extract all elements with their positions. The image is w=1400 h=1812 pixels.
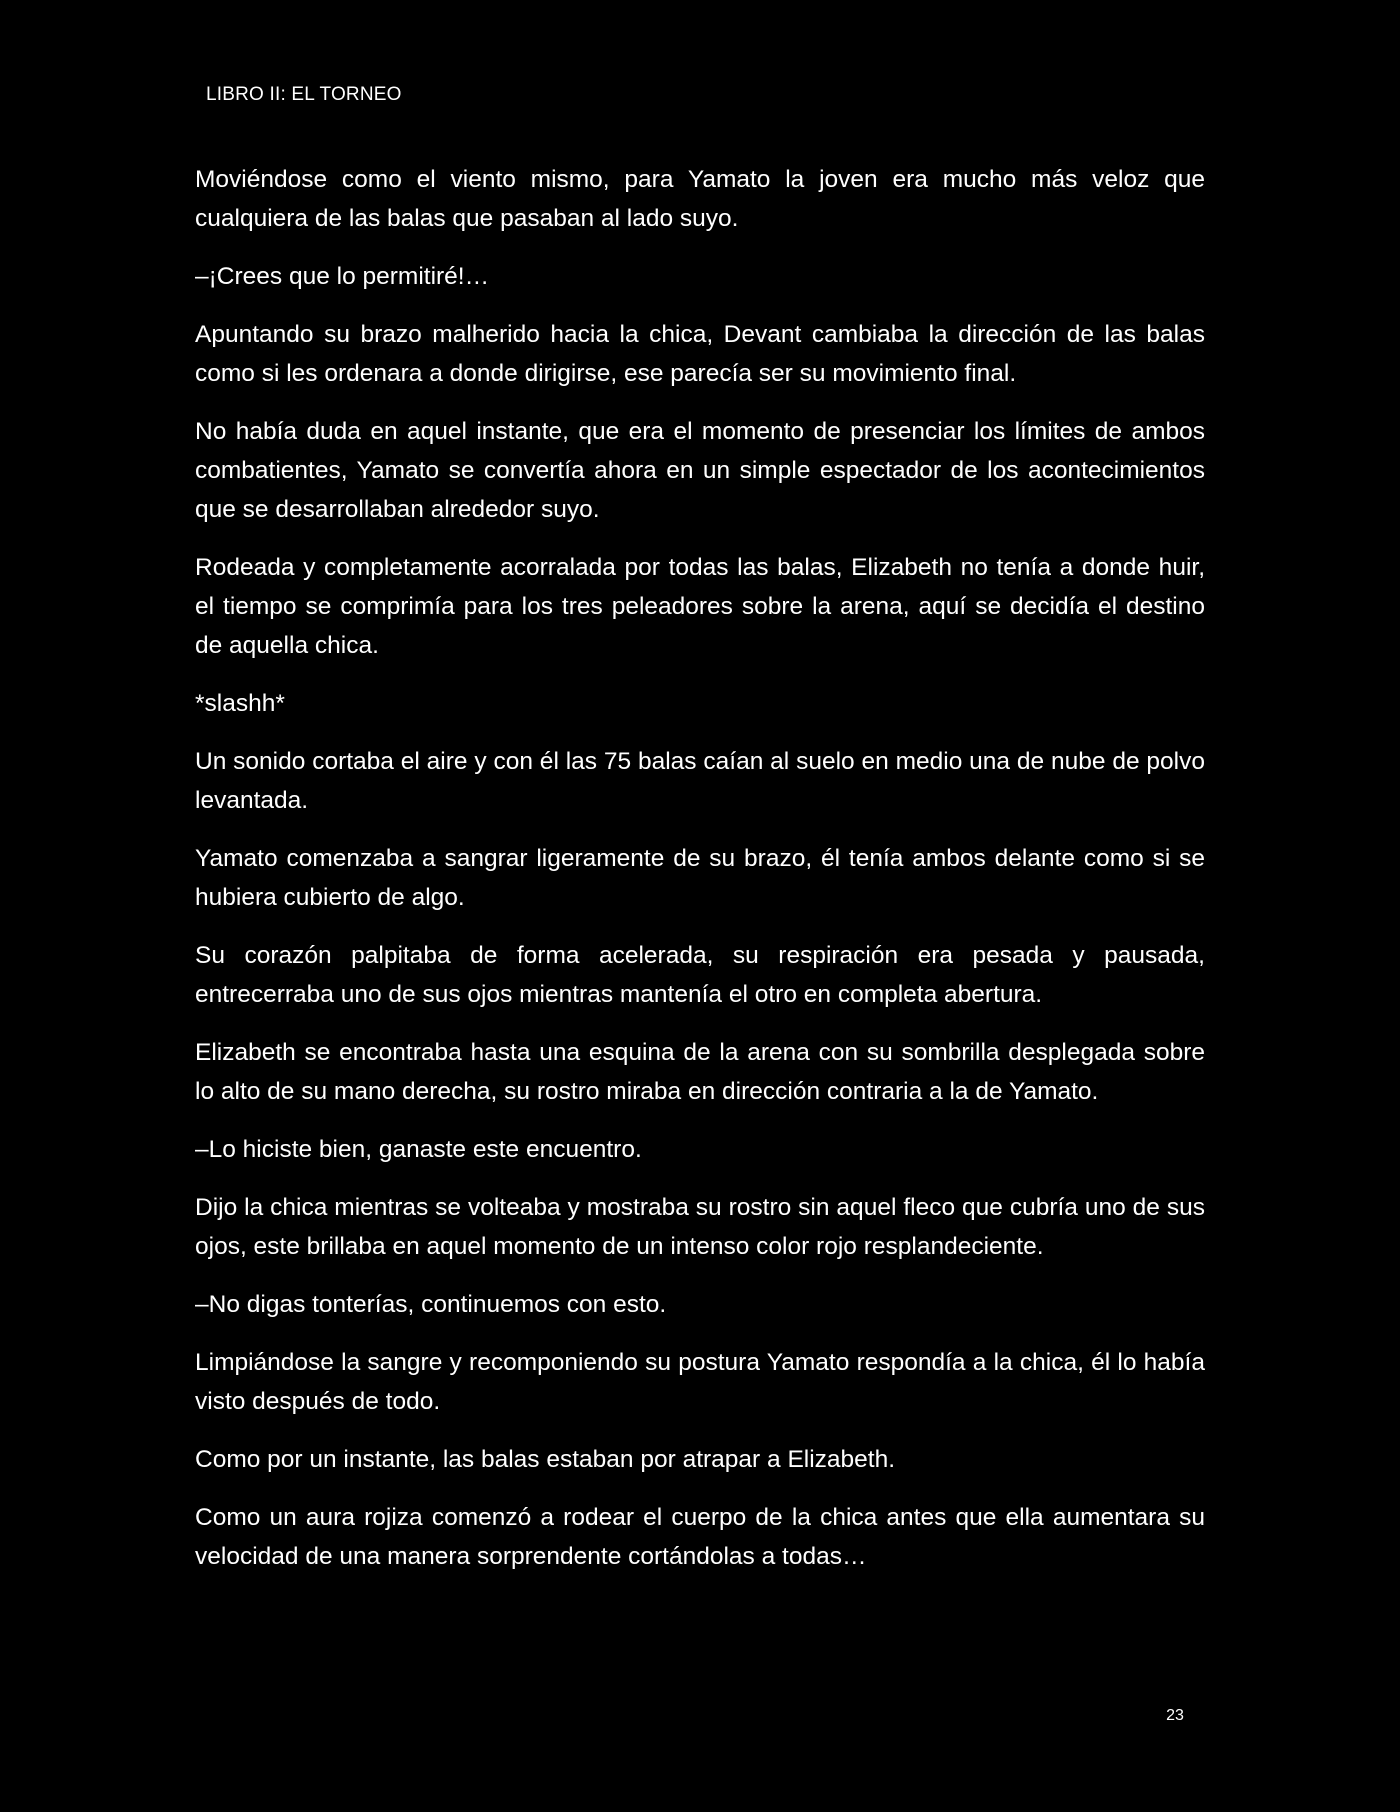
paragraph: Rodeada y completamente acorralada por todas las balas, Elizabeth no tenía a donde huir, el tiempo se comprimía para los tres peleadores sobre la arena, aquí se decidía el destino de aquella chica.: [195, 554, 1205, 659]
paragraph: –¡Crees que lo permitiré!…: [195, 263, 490, 290]
paragraph: Limpiándose la sangre y recomponiendo su postura Yamato respondía a la chica, él lo había visto después de todo.: [195, 1349, 1205, 1415]
paragraph: Elizabeth se encontraba hasta una esquina de la arena con su sombrilla desplegada sobre lo alto de su mano derecha, su rostro miraba en dirección contraria a la de Yamato.: [195, 1039, 1205, 1105]
paragraph: Yamato comenzaba a sangrar ligeramente de su brazo, él tenía ambos delante como si se hubiera cubierto de algo.: [195, 845, 1205, 911]
paragraph: Un sonido cortaba el aire y con él las 75 balas caían al suelo en medio una de nube de polvo levantada.: [195, 748, 1205, 814]
paragraph: –No digas tonterías, continuemos con esto.: [195, 1291, 667, 1318]
paragraph: Moviéndose como el viento mismo, para Yamato la joven era mucho más veloz que cualquiera de las balas que pasaban al lado suyo.: [195, 166, 1205, 232]
paragraph: Dijo la chica mientras se volteaba y mostraba su rostro sin aquel fleco que cubría uno de sus ojos, este brillaba en aquel momento de un intenso color rojo resplandeciente.: [195, 1194, 1205, 1260]
paragraph: Apuntando su brazo malherido hacia la chica, Devant cambiaba la dirección de las balas como si les ordenara a donde dirigirse, ese parecía ser su movimiento final.: [195, 321, 1205, 387]
running-header: LIBRO II: EL TORNEO: [206, 84, 402, 105]
paragraph: No había duda en aquel instante, que era el momento de presenciar los límites de ambos combatientes, Yamato se convertía ahora en un simple espectador de los acontecimientos que se desarrollaban alrededor suyo.: [195, 418, 1205, 523]
paragraph: Su corazón palpitaba de forma acelerada, su respiración era pesada y pausada, entrecerraba uno de sus ojos mientras mantenía el otro en completa abertura.: [195, 942, 1205, 1008]
paragraph: –Lo hiciste bien, ganaste este encuentro.: [195, 1136, 642, 1163]
paragraph: *slashh*: [195, 690, 285, 717]
page-number: 23: [1166, 1707, 1184, 1724]
paragraph: Como por un instante, las balas estaban por atrapar a Elizabeth.: [195, 1446, 896, 1473]
paragraph: Como un aura rojiza comenzó a rodear el cuerpo de la chica antes que ella aumentara su velocidad de una manera sorprendente cortándolas a todas…: [195, 1504, 1205, 1570]
body-text: [195, 160, 1205, 1595]
